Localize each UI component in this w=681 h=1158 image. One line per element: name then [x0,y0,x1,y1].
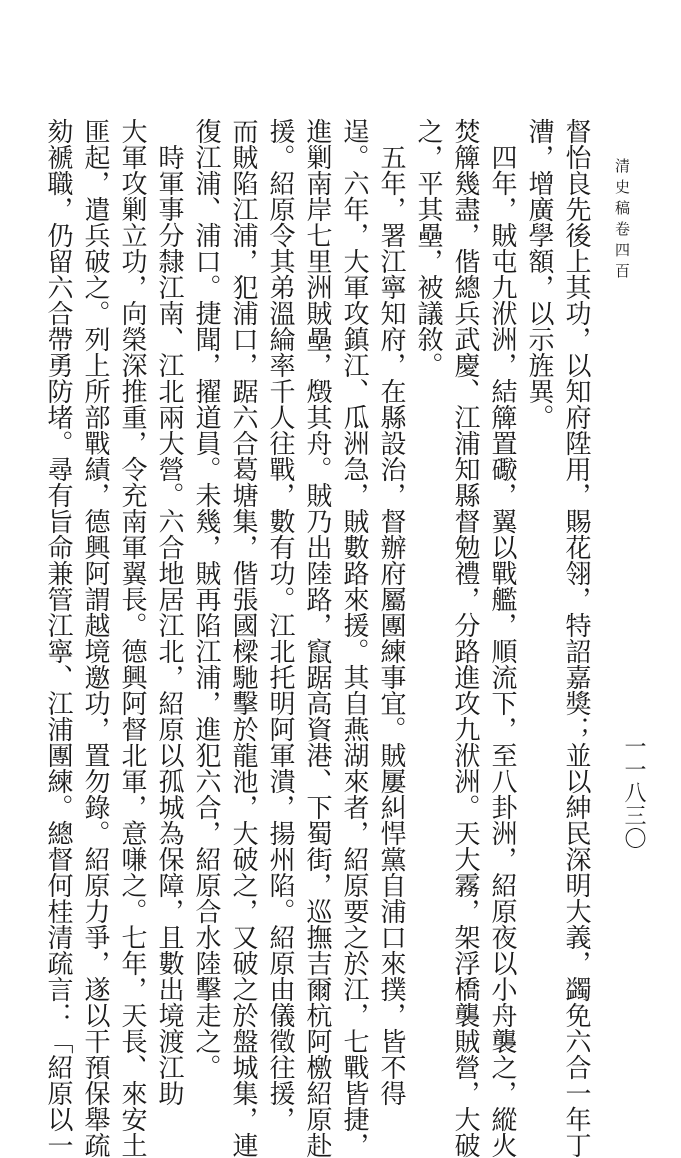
text-column: 而賊陷江浦，犯浦口，踞六合葛塘集，偕張國樑馳擊於龍池，大破之，又破之於盤城集，連 [228,118,258,1158]
text-column: 之，平其壘，被議敘。 [413,118,443,378]
text-column: 匪起，遣兵破之。列上所部戰績，德興阿謂越境邀功，置勿錄。紹原力爭，遂以干預保舉疏 [80,118,110,1158]
text-column: 劾褫職，仍留六合帶勇防堵。尋有旨命兼管江寧、江浦團練。總督何桂清疏言：「紹原以一 [43,118,73,1158]
text-column: 復江浦、浦口。捷聞，擢道員。未幾，賊再陷江浦，進犯六合，紹原合水陸擊走之。 [191,118,221,1080]
running-header: 清史稿卷四百 [613,158,631,284]
text-column: 逞。六年，大軍攻鎮江、瓜洲急，賊數路來援。其自燕湖來者，紹原要之於江，七戰皆捷， [339,118,369,1158]
text-column: 漕，增廣學額，以示旌異。 [524,118,554,430]
text-column: 援。紹原令其弟溫綸率千人往戰，數有功。江北托明阿軍潰，揚州陷。紹原由儀徵往援， [265,118,295,1132]
text-column: 督怡良先後上其功，以知府陞用，賜花翎，特詔嘉獎；並以紳民深明大義，蠲免六合一年丁 [561,118,591,1158]
page-number: 一一八三〇 [621,735,646,850]
text-column: 五年，署江寧知府，在縣設治，督辦府屬團練事宜。賊屢糾悍黨自浦口來撲，皆不得 [376,144,406,1106]
text-column: 焚簰幾盡，偕總兵武慶、江浦知縣督勉禮，分路進攻九洑洲。天大霧，架浮橋襲賊營，大破 [450,118,480,1158]
body-text [43,118,594,1158]
text-column: 大軍攻剿立功，向榮深推重，令充南軍翼長。德興阿督北軍，意嗛之。七年，天長、來安土 [117,118,147,1158]
text-column: 時軍事分隸江南、江北兩大營。六合地居江北，紹原以孤城為保障，且數出境渡江助 [154,144,184,1106]
text-column: 四年，賊屯九洑洲，結簰置礮，翼以戰艦，順流下，至八卦洲，紹原夜以小舟襲之，縱火 [487,144,517,1158]
text-column: 進剿南岸七里洲賊壘，燬其舟。賊乃出陸路，竄踞高資港、下蜀街，巡撫吉爾杭阿檄紹原赴 [302,118,332,1158]
